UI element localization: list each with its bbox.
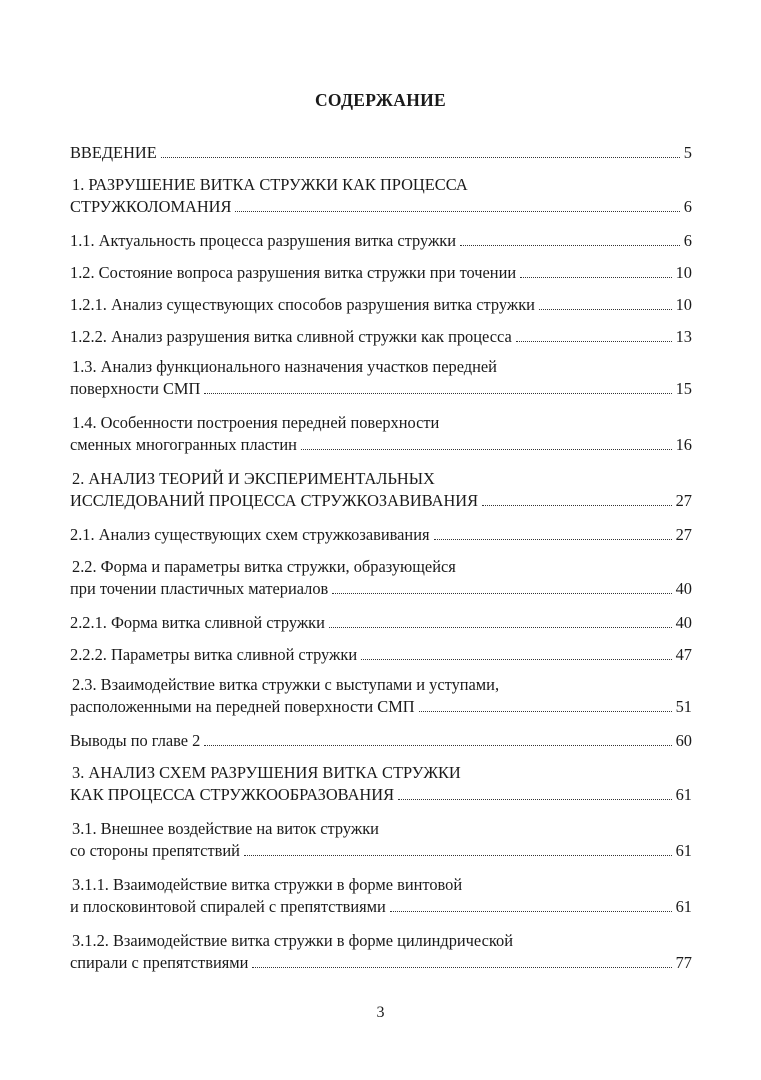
- toc-entry-title: Выводы по главе 2: [70, 731, 201, 750]
- toc-entry-title: поверхности СМП: [70, 379, 201, 398]
- toc-entry[interactable]: [70, 230, 692, 252]
- toc-entry-page: 15: [675, 379, 692, 398]
- toc-entry-title: расположенными на передней поверхности СМП: [70, 697, 415, 716]
- dot-leader: [161, 156, 680, 158]
- toc-entry[interactable]: [70, 730, 692, 752]
- toc-entry[interactable]: [70, 874, 692, 918]
- dot-leader: [329, 626, 672, 628]
- toc-entry-title: 2.1. Анализ существующих схем стружкозавивания: [70, 525, 430, 544]
- dot-leader: [390, 910, 672, 912]
- toc-entry-title: ИССЛЕДОВАНИЙ ПРОЦЕССА СТРУЖКОЗАВИВАНИЯ: [70, 491, 479, 510]
- toc-entry-page: 40: [675, 579, 692, 598]
- toc-entry-line: 3.1.1. Взаимодействие витка стружки в форме винтовой: [72, 875, 463, 894]
- toc-entry-title: СТРУЖКОЛОМАНИЯ: [70, 197, 232, 216]
- toc-entry[interactable]: [70, 262, 692, 284]
- toc-entry-line: 2.3. Взаимодействие витка стружки с выступами и уступами,: [72, 675, 500, 694]
- toc-entry-page: 10: [675, 295, 692, 314]
- dot-leader: [398, 798, 672, 800]
- toc-entry-row: [70, 952, 692, 974]
- toc-entry[interactable]: [70, 930, 692, 974]
- toc-entry-row: [70, 196, 692, 218]
- toc-entry-title: при точении пластичных материалов: [70, 579, 329, 598]
- dot-leader: [539, 308, 672, 310]
- toc-entry-row: [70, 326, 692, 348]
- toc-entry[interactable]: [70, 762, 692, 806]
- dot-leader: [361, 658, 672, 660]
- toc-entry-line: 3.1. Внешнее воздействие на виток стружки: [72, 819, 379, 838]
- toc-entry[interactable]: [70, 556, 692, 600]
- toc-entry[interactable]: [70, 818, 692, 862]
- dot-leader: [252, 966, 671, 968]
- page-title: СОДЕРЖАНИЕ: [314, 90, 446, 110]
- toc-entry-title: 1.2. Состояние вопроса разрушения витка стружки при точении: [70, 263, 517, 282]
- toc-entry-page: 40: [675, 613, 692, 632]
- page-number: 3: [376, 1004, 385, 1021]
- toc-entry-line: 3.1.2. Взаимодействие витка стружки в форме цилиндрической: [72, 931, 513, 950]
- toc-entry[interactable]: [70, 412, 692, 456]
- toc-entry-page: 6: [683, 197, 692, 216]
- dot-leader: [419, 710, 672, 712]
- toc-entry-page: 5: [683, 143, 692, 162]
- toc-entry-title: ВВЕДЕНИЕ: [70, 143, 157, 162]
- toc-entry-row: [70, 378, 692, 400]
- toc-entry[interactable]: [70, 326, 692, 348]
- dot-leader: [460, 244, 680, 246]
- toc-entry-title: 2.2.1. Форма витка сливной стружки: [70, 613, 325, 632]
- toc-entry-line: 2.2. Форма и параметры витка стружки, образующейся: [72, 557, 456, 576]
- toc-entry[interactable]: [70, 644, 692, 666]
- toc-entry[interactable]: [70, 674, 692, 718]
- toc-entry-row: [70, 784, 692, 806]
- toc-entry[interactable]: [70, 524, 692, 546]
- toc-entry-page: 51: [675, 697, 692, 716]
- dot-leader: [235, 210, 679, 212]
- toc-entry-title: 1.1. Актуальность процесса разрушения витка стружки: [70, 231, 457, 250]
- toc-entry-title: сменных многогранных пластин: [70, 435, 297, 454]
- toc-entry-row: [70, 294, 692, 316]
- toc-entry-row: [70, 262, 692, 284]
- toc-entry-row: [70, 578, 692, 600]
- toc-entry-title: со стороны препятствий: [70, 841, 240, 860]
- toc-entry-page: 16: [675, 435, 692, 454]
- toc-entry-page: 6: [683, 231, 692, 250]
- toc-entry-page: 47: [675, 645, 692, 664]
- toc-entry-line: 3. АНАЛИЗ СХЕМ РАЗРУШЕНИЯ ВИТКА СТРУЖКИ: [72, 763, 461, 782]
- toc-entry-title: 1.2.1. Анализ существующих способов разрушения витка стружки: [70, 295, 535, 314]
- toc-entry-line: 2. АНАЛИЗ ТЕОРИЙ И ЭКСПЕРИМЕНТАЛЬНЫХ: [72, 469, 435, 488]
- toc-entry-page: 61: [675, 785, 692, 804]
- toc-entry-row: [70, 524, 692, 546]
- toc-entry-row: [70, 612, 692, 634]
- toc-entry-line: 1.4. Особенности построения передней поверхности: [72, 413, 440, 432]
- toc-entry-page: 13: [675, 327, 692, 346]
- toc-entry-row: [70, 840, 692, 862]
- toc-entry-title: спирали с препятствиями: [70, 953, 249, 972]
- toc-entry-row: [70, 434, 692, 456]
- toc-entry-row: [70, 696, 692, 718]
- toc-entry-page: 10: [675, 263, 692, 282]
- toc-entry-row: [70, 644, 692, 666]
- toc-entry[interactable]: [70, 142, 692, 164]
- toc-entry-title: КАК ПРОЦЕССА СТРУЖКООБРАЗОВАНИЯ: [70, 785, 395, 804]
- toc-entry-row: [70, 230, 692, 252]
- toc-entry[interactable]: [70, 356, 692, 400]
- toc-entry-row: [70, 142, 692, 164]
- dot-leader: [244, 854, 672, 856]
- toc-entry-page: 27: [675, 491, 692, 510]
- toc-entry-title: и плосковинтовой спиралей с препятствиями: [70, 897, 386, 916]
- toc-entry-row: [70, 490, 692, 512]
- dot-leader: [301, 448, 672, 450]
- toc-entry-title: 2.2.2. Параметры витка сливной стружки: [70, 645, 358, 664]
- toc-entry[interactable]: [70, 612, 692, 634]
- toc-entry[interactable]: [70, 468, 692, 512]
- dot-leader: [434, 538, 672, 540]
- toc-entry-page: 61: [675, 841, 692, 860]
- dot-leader: [482, 504, 672, 506]
- dot-leader: [204, 392, 671, 394]
- dot-leader: [204, 744, 671, 746]
- toc-entry-title: 1.2.2. Анализ разрушения витка сливной стружки как процесса: [70, 327, 512, 346]
- toc-entry-line: 1. РАЗРУШЕНИЕ ВИТКА СТРУЖКИ КАК ПРОЦЕССА: [72, 175, 468, 194]
- toc-entry-line: 1.3. Анализ функционального назначения участков передней: [72, 357, 497, 376]
- dot-leader: [520, 276, 671, 278]
- toc-entry-row: [70, 730, 692, 752]
- toc-entry-page: 60: [675, 731, 692, 750]
- dot-leader: [332, 592, 671, 594]
- toc-entry-page: 77: [675, 953, 692, 972]
- toc-entry[interactable]: [70, 174, 692, 218]
- dot-leader: [516, 340, 672, 342]
- toc-entry-row: [70, 896, 692, 918]
- toc-entry-page: 27: [675, 525, 692, 544]
- toc-entry-page: 61: [675, 897, 692, 916]
- toc-entry[interactable]: [70, 294, 692, 316]
